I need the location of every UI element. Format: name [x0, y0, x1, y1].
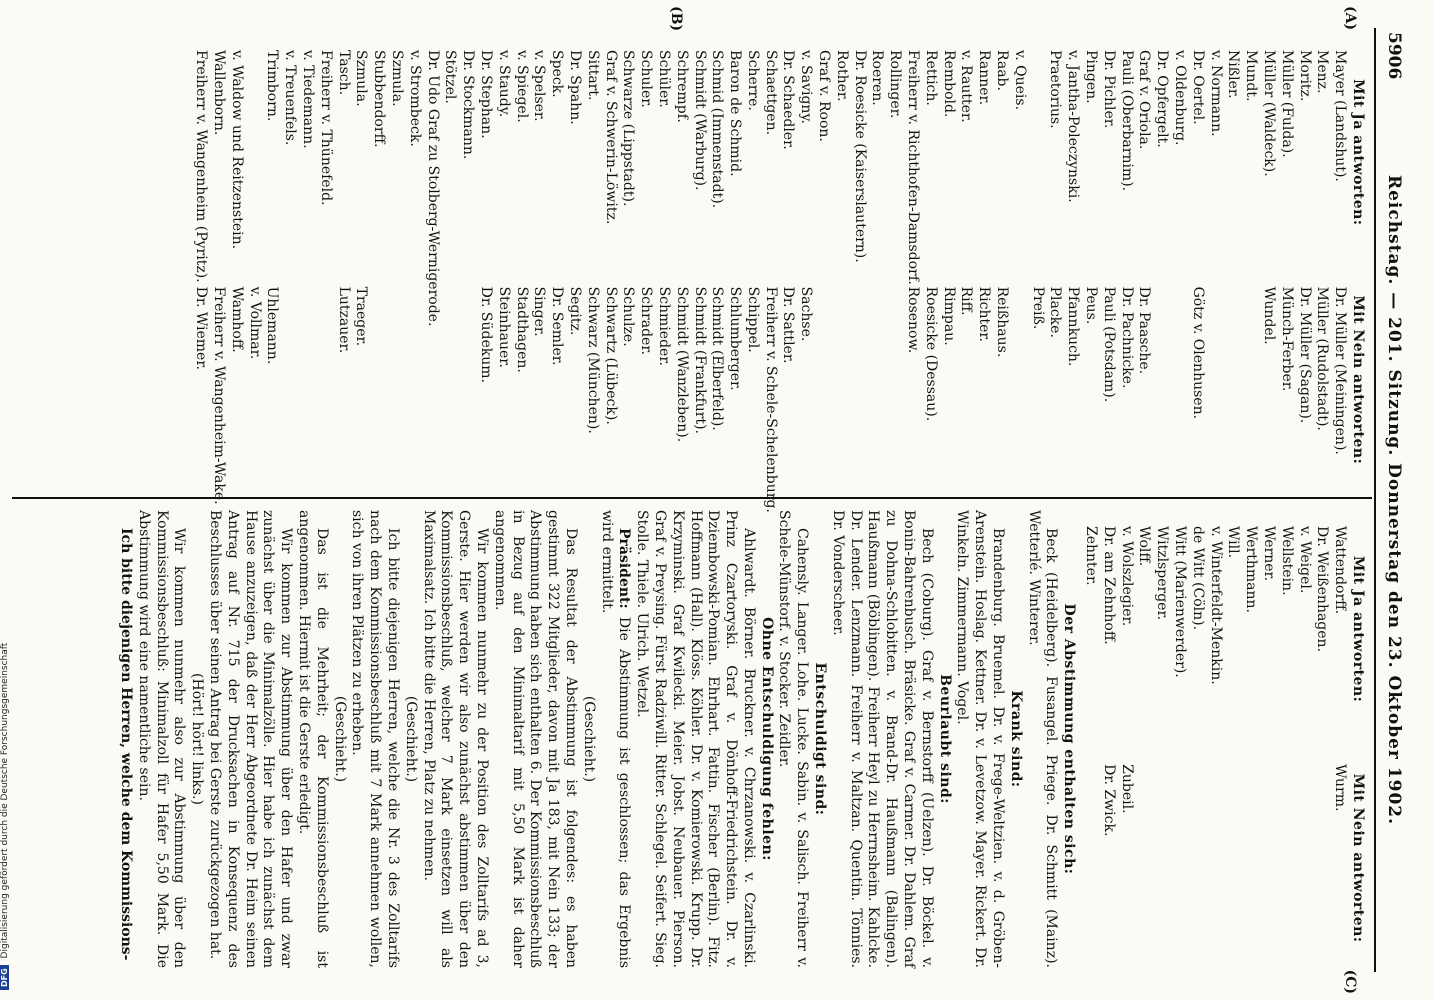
member-name: Schrader.: [638, 286, 655, 355]
member-name: Ranner.: [976, 50, 993, 106]
absent-heading: Ohne Entschuldigung fehlen:: [758, 617, 775, 861]
member-name: Szmula.: [388, 50, 405, 107]
member-name: [1224, 271, 1242, 489]
member-name: [280, 271, 298, 489]
member-name: Richter.: [976, 286, 993, 342]
paragraph: Ich bitte diejenigen Herren, welche dem Kommissions-: [118, 528, 135, 961]
member-name: Roeren.: [869, 50, 886, 106]
member-name: [1135, 748, 1153, 968]
member-name: [814, 271, 832, 489]
member-name: Mundt.: [1243, 50, 1260, 102]
member-name: Schmidt (Wanzleben).: [673, 286, 690, 443]
member-name: v. Staudy.: [495, 50, 512, 118]
member-name: Dr. Müller (Sagan).: [1296, 286, 1313, 424]
member-name: Müller (Waldeck).: [1261, 50, 1278, 177]
member-name: [298, 271, 316, 489]
member-name: Preiß.: [1029, 286, 1046, 330]
left-column: [191, 34, 1366, 513]
member-name: Graf v. Schwerin-Löwitz.: [602, 50, 619, 225]
member-name: [1170, 271, 1188, 489]
member-name: Menz.: [1314, 50, 1331, 94]
member-name: Will.: [1225, 526, 1242, 559]
member-name: Freiherr v. Schele-Schelenburg.: [762, 286, 779, 513]
member-name: [1241, 271, 1259, 489]
member-name: Schulze.: [620, 286, 637, 347]
member-name: Speck.: [549, 50, 566, 98]
member-name: Stadthagen.: [513, 286, 530, 373]
member-name: v. Oldenburg.: [1172, 50, 1189, 146]
yes-heading-left: Mit Ja antworten:: [1350, 79, 1366, 226]
member-name: [1152, 271, 1170, 489]
member-name: Roesicke (Dessau).: [922, 286, 939, 422]
member-name: Szmula.: [353, 50, 370, 107]
digitization-note: Digitalisierung gefördert durch die Deutsche Forschungsgemeinschaft: [0, 642, 10, 959]
member-name: Reißhaus.: [994, 286, 1011, 358]
member-name: Dr. Weißenhagen.: [1314, 526, 1331, 653]
member-name: [1224, 748, 1242, 968]
member-name: Müller (Rudolstadt).: [1314, 286, 1331, 431]
member-name: Dr. Stephan.: [477, 50, 494, 139]
member-name: Dr. Paasche.: [1136, 286, 1153, 375]
member-name: Wundel.: [1261, 286, 1278, 345]
member-name: Freiherr v. Thünefeld.: [317, 50, 334, 206]
member-name: Schwarz (München).: [584, 286, 601, 434]
member-name: Schippel.: [744, 286, 761, 353]
member-name: Rettich.: [922, 50, 939, 106]
member-name: Dr. Sattler.: [780, 286, 797, 364]
member-name: v. Rautter.: [958, 50, 975, 123]
member-name: [1081, 748, 1099, 968]
member-name: Stubbendorff.: [371, 50, 388, 148]
member-name: Segitz.: [566, 286, 583, 336]
member-name: v. Queis.: [1011, 50, 1028, 111]
member-name: Scherre.: [744, 50, 761, 111]
member-name: v. Weigel.: [1296, 526, 1313, 594]
member-name: [245, 34, 263, 271]
member-name: [1277, 748, 1295, 968]
margin-marker-a: (A): [1342, 6, 1358, 31]
excused-list: Cahensly. Langer. Lohe. Lucke. Sabin. v. Salisch. Freiherr v. Schele-Münstorf. v. Stocker. Zeidler.: [776, 510, 811, 968]
member-name: Rother.: [833, 50, 850, 102]
member-name: [1206, 748, 1224, 968]
paragraph: Das ist die Mehrheit; der Kommissionsbeschluß ist angenommen. Hiermit ist die Gerste erledigt.: [295, 510, 330, 968]
member-name: Wallenborn.: [211, 50, 227, 136]
member-name: Peus.: [1083, 286, 1100, 325]
member-name: v. Spelser.: [531, 50, 548, 122]
member-name: Dr. Stockmann.: [460, 50, 477, 160]
member-name: Dr. Pachnicke.: [1118, 286, 1135, 389]
member-name: Tasch.: [335, 50, 352, 96]
member-name: Dr. Pichler.: [1100, 50, 1117, 129]
paragraph: Das Resultat der Abstimmung ist folgendes: es haben gestimmt 322 Mitglieder, davon mit Ja 183, mit Nein 133; der Abstimmung haben sich enthalten 6. Der Kommissionsbeschluß in Bezug auf den Minimaltarif mit 5,50 Mark ist daher angenommen.: [491, 510, 579, 968]
member-name: Schwartz (Lübeck).: [602, 286, 619, 425]
stage-direction: (Geschieht.): [402, 695, 419, 783]
page-header: [1374, 28, 1412, 972]
member-name: v. Normann.: [1207, 50, 1224, 137]
member-name: Sachse.: [798, 286, 815, 342]
member-name: v. Savigny.: [798, 50, 815, 124]
member-name: Singer.: [531, 286, 548, 337]
member-name: Zehnter.: [1083, 526, 1100, 586]
member-name: v. Tiedemann.: [299, 50, 316, 149]
member-name: Rembold.: [940, 50, 957, 118]
member-name: Dr. Spahn.: [566, 50, 583, 125]
member-name: [458, 271, 476, 489]
absent-list: Ahlwardt. Börner. Bruckner. v. Chrzanowski. v. Czarlinski. Prinz Czartoryski. Graf v. Dönhoff-Friedrichstein. Dr. v. Dziembowski-Pomian. Ehrhart. Fattin. Fischer (Berlin). Fitz. Hoffmann (Hall). Klöss. Köhler. Dr. v. Komierowski. Krupp. Dr. Krzyminski. Graf Kwilecki. Meier. Jobst. Neubauer. Pierson. Graf v. Preysing. Fürst Radziwill. Ritter. Schlegel. Seifert. Sieg. Stolle. Thiele. Ulrich. Wetzel.: [634, 510, 757, 968]
member-name: [1313, 748, 1331, 968]
member-name: Steinhauer.: [495, 286, 512, 368]
member-name: Freiherr v. Wangenheim-Wake.: [211, 286, 227, 505]
member-name: Schrempf.: [673, 50, 690, 123]
member-name: v. Vollmar.: [246, 286, 263, 360]
member-name: [885, 271, 903, 489]
stage-direction: (Hört! hört! links.): [189, 673, 206, 805]
president-label: Präsident:: [616, 528, 633, 609]
member-name: Moritz.: [1296, 50, 1313, 102]
member-name: Dr. Müller (Meiningen).: [1332, 286, 1349, 455]
member-name: Müller (Fulda).: [1278, 50, 1295, 158]
paragraph: Wir kommen nunmehr zu der Position des Zolltarifs ad 3, Gerste. Hier werden wir also zunächst abstimmen über den Kommissionsbeschluß, welcher 7 Mark einsetzen will als Maximalsatz. Ich bitte die Herren, Platz zu nehmen.: [420, 510, 490, 968]
member-name: Wolff.: [1136, 526, 1153, 567]
member-name: Traeger.: [353, 286, 370, 347]
member-name: Witzlsperger.: [1154, 526, 1171, 621]
no-vote-list-right: [1081, 748, 1348, 968]
member-name: Pauli (Oberbarnim).: [1118, 50, 1135, 192]
member-name: v. Treuenfels.: [282, 50, 299, 146]
member-name: [441, 271, 459, 489]
member-name: Schwarze (Lippstadt).: [620, 50, 637, 207]
member-name: [1010, 271, 1028, 489]
member-name: [832, 271, 850, 489]
member-name: Pauli (Potsdam).: [1100, 286, 1117, 403]
dfg-logo: DFG: [0, 965, 9, 990]
paragraph: Wir kommen nunmehr also zur Abstimmung über den Kommissionsbeschluß: Minimalzoll für Hafer 5,50 Mark. Die Abstimmung wird eine namentliche sein.: [135, 510, 188, 968]
paragraph: Wir kommen zur Abstimmung über den Hafer und zwar zunächst über die Minimalzölle. Hier habe ich zunächst dem Hause anzuzeigen, daß der Herr Abgeordnete Dr. Heim seinen Antrag auf Nr. 715 der Drucksachen in Konsequenz des Beschlusses über seinen Antrag bei Gerste zurückgezogen hat.: [207, 510, 295, 968]
member-name: Stötzel.: [442, 50, 459, 104]
member-name: v. Strombeck.: [406, 50, 423, 147]
member-name: Wurm.: [1332, 764, 1349, 812]
member-name: [1152, 748, 1170, 968]
member-name: Trimborn.: [264, 50, 281, 122]
member-name: [1259, 748, 1277, 968]
member-name: v. Jantha-Poleczynski.: [1065, 50, 1082, 203]
paragraph: Ich bitte diejenigen Herren, welche die Nr. 3 des Zolltarifs nach dem Kommissionsbeschluß mit 7 Mark annehmen wollen, sich von ihren Plätzen zu erheben.: [349, 510, 401, 968]
abstain-heading: Der Abstimmung enthalten sich:: [1061, 603, 1078, 875]
no-heading-right: Mit Nein antworten:: [1350, 773, 1366, 943]
member-name: Dr. Semler.: [549, 286, 566, 366]
member-name: Uhlemann.: [264, 286, 281, 365]
member-name: Placke.: [1047, 286, 1064, 338]
member-name: Dr. Schaedler.: [780, 50, 797, 150]
member-name: [1295, 748, 1313, 968]
member-name: [868, 271, 886, 489]
member-name: Werthmann.: [1243, 526, 1260, 613]
member-name: Schmidt (Frankfurt).: [691, 286, 708, 434]
margin-marker-c: (C): [1342, 969, 1358, 994]
member-name: [1028, 34, 1046, 271]
member-name: Nißler.: [1225, 50, 1242, 99]
member-name: Münch-Ferber.: [1278, 286, 1295, 392]
member-name: Dr. Roesicke (Kaiserslautern).: [851, 50, 868, 263]
member-name: Graf v. Roon.: [816, 50, 833, 142]
member-name: [850, 271, 868, 489]
president-line: Die Abstimmung ist geschlossen; das Ergebnis wird ermittelt.: [598, 510, 633, 969]
member-name: Dr. Wiemer.: [193, 286, 210, 370]
no-vote-list-left: [191, 271, 1349, 513]
member-name: v. Winterfeldt-Menkin.: [1207, 526, 1224, 685]
member-name: Mayer (Landshut).: [1332, 50, 1349, 182]
member-name: [1241, 748, 1259, 968]
member-name: Rollinger.: [887, 50, 904, 119]
member-name: Freiherr v. Wangenheim (Pyritz).: [193, 50, 210, 283]
margin-marker-b: (B): [668, 6, 684, 32]
member-name: Rosenow.: [905, 286, 922, 354]
member-name: Schlumberger.: [727, 286, 744, 391]
excused-heading: Entschuldigt sind:: [812, 662, 829, 816]
member-name: Götz v. Olenhusen.: [1189, 286, 1206, 420]
member-name: [316, 271, 334, 489]
member-name: Dr. am Zehnhoff.: [1100, 526, 1117, 645]
member-name: v. Spiegel.: [513, 50, 530, 123]
member-name: [1170, 748, 1188, 968]
sick-heading: Krank sind:: [1007, 690, 1024, 788]
member-name: Lutzauer.: [335, 286, 352, 354]
member-name: Raab.: [994, 50, 1011, 91]
yes-vote-list-right: [1081, 510, 1348, 748]
member-name: v. Wolszlegier.: [1118, 526, 1135, 627]
member-name: Schüler.: [655, 50, 672, 108]
member-name: Pfannkuch.: [1065, 286, 1082, 367]
member-name: Wellstein.: [1278, 526, 1295, 596]
stage-direction: (Geschieht.): [331, 695, 348, 783]
sick-list: Brandenburg. Bruemel. Dr. v. Frege-Weltzien. v. d. Gröben-Arenstein. Hoslag. Kettner. Dr. v. Levetzow. Mayer. Rickert. Dr. Winkeln. Zimmermann. Vogel.: [954, 510, 1007, 968]
member-name: Wamhoff.: [228, 286, 245, 353]
member-name: [1188, 748, 1206, 968]
member-name: Schmidt (Elberfeld).: [709, 286, 726, 431]
leave-list: Bech (Coburg). Graf v. Bernstorff (Uelzen). Dr. Böckel. v. Bonin-Bahrenbusch. Bräsicke. Graf v. Carmer. Dr. Dahlem. Graf zu Dohna-Schlobitten. v. Brand-Dr. Haußmann (Balingen). Haußmann (Böblingen). Freiherr Heyl zu Herrnsheim. Kahlcke. Dr. Lender. Lenzmann. Freiherr v. Maltzan. Quentin. Tönnies. Dr. Vonderscheer.: [829, 510, 935, 968]
member-name: Sittart.: [584, 50, 601, 101]
stage-direction: (Geschieht.): [580, 695, 597, 783]
member-name: Dr. Opfergelt.: [1154, 50, 1171, 148]
member-name: Schuler.: [638, 50, 655, 108]
member-name: Schmidt (Warburg).: [691, 50, 708, 191]
member-name: Pingen.: [1083, 50, 1100, 104]
member-name: [405, 271, 423, 489]
member-name: v. Waldow und Reitzenstein.: [228, 50, 245, 250]
right-column: [116, 510, 1366, 968]
member-name: Dr. Südekum.: [477, 286, 494, 383]
member-name: [1206, 271, 1224, 489]
digitization-credit: [0, 380, 20, 990]
member-name: Zubeil.: [1118, 764, 1135, 814]
member-name: Schmid (Immenstadt).: [709, 50, 726, 209]
member-name: Dr. Udo Graf zu Stolberg-Wernigerode.: [424, 50, 441, 327]
leave-heading: Beurlaubt sind:: [936, 674, 953, 804]
running-title: Reichstag. — 201. Sitzung. Donnerstag den 23. Oktober 1902.: [1384, 174, 1404, 826]
member-name: [423, 271, 441, 489]
member-name: Schmieder.: [655, 286, 672, 366]
member-name: Graf v. Oriola.: [1136, 50, 1153, 150]
member-name: Riff.: [958, 286, 975, 316]
member-name: Dr. Zwick.: [1100, 764, 1117, 837]
abstain-list: Beck (Heidelberg). Fusangel. Priege. Dr. Schmitt (Mainz). Wetterlé. Winterer.: [1025, 510, 1060, 968]
member-name: Schaettgen.: [762, 50, 779, 136]
president-statement: [597, 510, 633, 968]
member-name: Praetorius.: [1047, 50, 1064, 129]
member-name: [387, 271, 405, 489]
member-name: Witt (Marienwerder).: [1172, 526, 1189, 678]
member-name: Dr. Oertel.: [1189, 50, 1206, 125]
member-name: de Witt (Cöln).: [1189, 526, 1206, 631]
member-name: Rimpau.: [940, 286, 957, 346]
yes-heading-right: Mit Ja antworten:: [1350, 555, 1366, 703]
member-name: Werner.: [1261, 526, 1278, 582]
member-name: Freiherr v. Richthofen-Damsdorf.: [905, 50, 922, 285]
proceedings-text: [116, 510, 579, 968]
member-name: Wattendorff.: [1332, 526, 1349, 615]
no-heading-left: Mit Nein antworten:: [1350, 295, 1366, 465]
member-name: [369, 271, 387, 489]
page-number: 5906: [1384, 32, 1404, 80]
member-name: Baron de Schmid.: [727, 50, 744, 177]
